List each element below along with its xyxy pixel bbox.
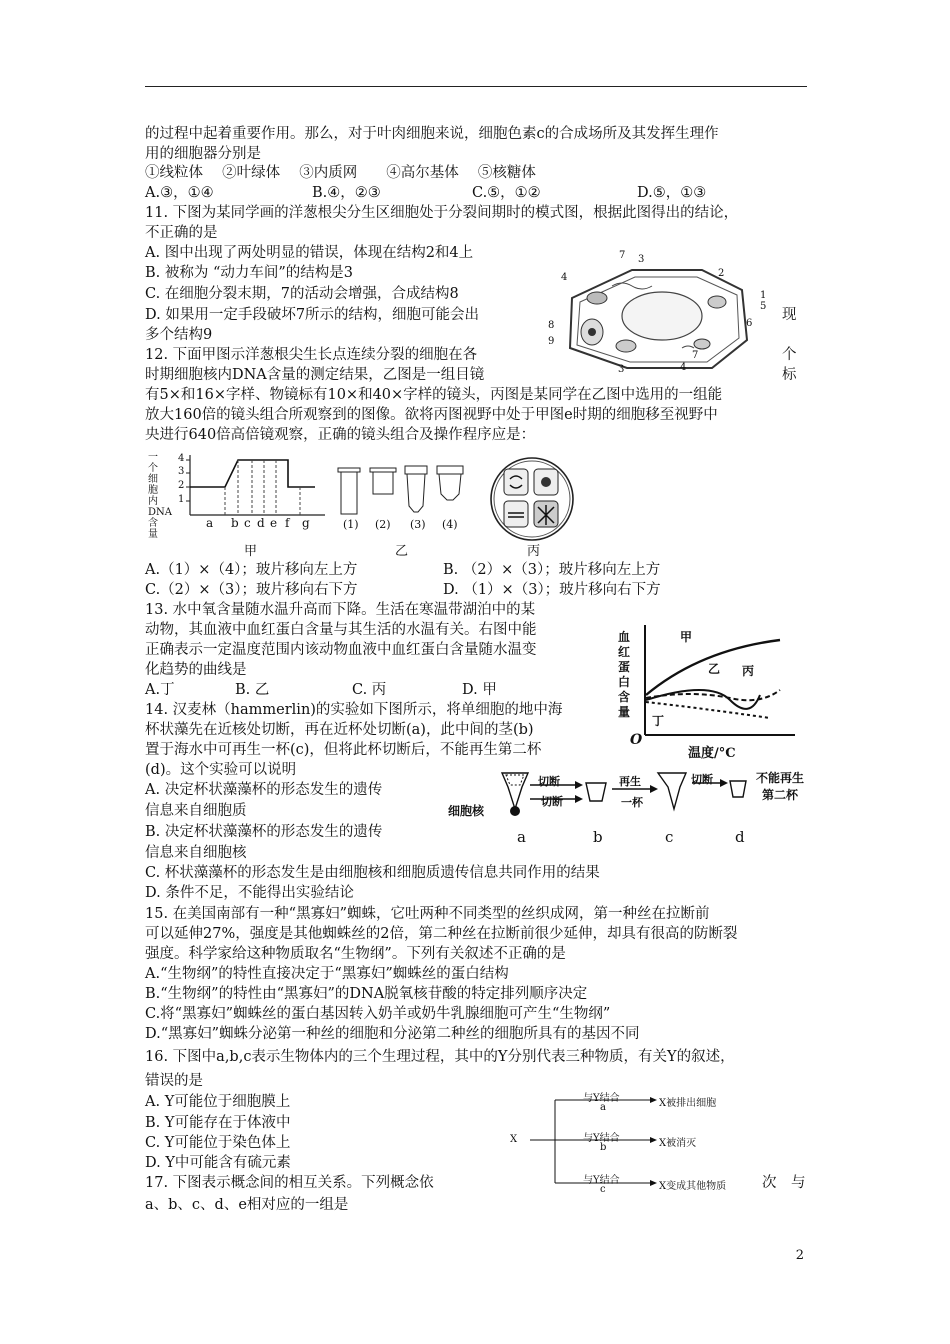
text-line: (d)。这个实验可以说明 — [145, 762, 297, 778]
text-line: 正确表示一定温度范围内该动物血液中血红蛋白含量随水温变 — [145, 642, 537, 658]
cut-label-2: 切断 — [541, 795, 563, 808]
path-a: a — [600, 1102, 606, 1113]
option: A.③，①④ — [145, 185, 214, 201]
option: A.（1）×（4）；玻片移向左上方 — [145, 562, 358, 578]
text-line: 信息来自细胞核 — [145, 845, 247, 861]
option: D.⑤，①③ — [637, 185, 707, 201]
question-stem: 11. 下图为某同学画的洋葱根尖分生区细胞处于分裂间期时的模式图，根据此图得出的结论， — [145, 205, 739, 221]
text-line: 置于海水中可再生一杯(c)，但将此杯切断后，不能再生第二杯 — [145, 742, 542, 758]
label-4b: 4 — [680, 362, 687, 373]
option: B.④，②③ — [312, 185, 381, 201]
xtick-e: e — [270, 516, 278, 530]
text-line: 放大160倍的镜头组合所观察到的图像。欲将丙图视野中处于甲图e时期的细胞移至视野中 — [145, 407, 718, 423]
text-line: 多个结构9 — [145, 327, 213, 343]
question-stem: 17. 下图表示概念间的相互关系。下列概念依 — [145, 1175, 434, 1191]
question-stem: 12. 下面甲图示洋葱根尖生长点连续分裂的细胞在各 — [145, 347, 478, 363]
outcome-3: X变成其他物质 — [659, 1181, 727, 1192]
option: C.（2）×（3）；玻片移向右下方 — [145, 582, 358, 598]
bind-label-c: 与Y结合 — [583, 1175, 620, 1186]
text-line: 杯状藻先在近核处切断，再在近杯处切断(a)，此中间的茎(b) — [145, 722, 534, 738]
option: D. Y中可能含有硫元素 — [145, 1155, 291, 1171]
option: D.“黑寡妇”蜘蛛分泌第一种丝的细胞和分泌第二种丝的细胞所具有的基因不同 — [145, 1026, 640, 1042]
figure-label-yi: 乙 — [395, 544, 409, 559]
figure-label-jia: 甲 — [244, 544, 258, 559]
option: A. 决定杯状藻藻杯的形态发生的遗传 — [145, 782, 383, 798]
option: C. 丙 — [352, 682, 387, 698]
option: B.“生物纲”的特性由“黑寡妇”的DNA脱氧核苷酸的特定排列顺序决定 — [145, 986, 588, 1002]
curve-ding: 丁 — [652, 714, 665, 728]
text-line: 动物，其血液中血红蛋白含量与其生活的水温有关。右图中能 — [145, 622, 537, 638]
figure-label-bing: 丙 — [527, 544, 541, 559]
stage-c: c — [665, 828, 674, 846]
label-2: 2 — [718, 268, 725, 279]
nucleus-label: 细胞核 — [448, 804, 485, 818]
hemoglobin-chart — [630, 620, 800, 750]
hemoglobin-y-label: 血红蛋白含量 — [618, 630, 631, 719]
xtick-b: b — [231, 516, 239, 530]
regen-label: 再生 — [619, 775, 641, 788]
outcome-2: X被消灭 — [659, 1138, 697, 1149]
text-fragment: 个 — [782, 347, 797, 363]
question-stem: 16. 下图中a,b,c表示生物体内的三个生理过程，其中的Y分别代表三种物质，有关Y的叙述， — [145, 1049, 735, 1065]
label-5: 5 — [760, 301, 767, 312]
text-line: a、b、c、d、e相对应的一组是 — [145, 1197, 349, 1213]
xtick-g: g — [302, 516, 310, 530]
bind-label-b: 与Y结合 — [583, 1133, 620, 1144]
option: D. 如果用一定手段破坏7所示的结构，细胞可能会出 — [145, 307, 480, 323]
label-7b: 7 — [692, 350, 699, 361]
stage-a: a — [517, 828, 526, 846]
cut-label-3: 切断 — [691, 773, 713, 786]
text-line: 化趋势的曲线是 — [145, 662, 247, 678]
one-cup-label: 一杯 — [621, 796, 643, 809]
text-fragment: 次 与 — [762, 1175, 806, 1191]
text-line: 信息来自细胞质 — [145, 803, 247, 819]
option: B. 被称为 “动力车间”的结构是3 — [145, 265, 354, 281]
second-cup-label: 第二杯 — [762, 788, 799, 802]
question-stem: 15. 在美国南部有一种“黑寡妇”蜘蛛，它吐两种不同类型的丝织成网，第一种丝在拉断前 — [145, 906, 710, 922]
option: A. Y可能位于细胞膜上 — [145, 1094, 291, 1110]
dna-y-axis-label: 一个细胞内DNA含量 — [148, 452, 172, 540]
text-line: 央进行640倍高倍镜观察，正确的镜头组合及操作程序应是： — [145, 427, 536, 443]
option: C. 杯状藻藻杯的形态发生是由细胞核和细胞质遗传信息共同作用的结果 — [145, 865, 600, 881]
option: C. 在细胞分裂末期，7的活动会增强，合成结构8 — [145, 286, 459, 302]
label-3b: 3 — [618, 364, 625, 375]
option: D. （1）×（3）；玻片移向右下方 — [443, 582, 661, 598]
option: B. 决定杯状藻藻杯的形态发生的遗传 — [145, 824, 383, 840]
label-1: 1 — [760, 290, 767, 301]
text-line: 不正确的是 — [145, 225, 218, 241]
ytick: 2 — [178, 480, 185, 491]
label-4: 4 — [561, 272, 568, 283]
lens-label: (3) — [410, 518, 426, 531]
x-label: X — [510, 1134, 518, 1145]
text-line: 时期细胞核内DNA含量的测定结果，乙图是一组目镜 — [145, 367, 485, 383]
option: A.“生物纲”的特性直接决定于“黑寡妇”蜘蛛丝的蛋白结构 — [145, 966, 509, 982]
option: B. （2）×（3）；玻片移向左上方 — [443, 562, 661, 578]
origin-label: O — [630, 732, 643, 748]
xtick-d: d — [257, 516, 265, 530]
ytick: 1 — [178, 494, 185, 505]
microscope-field — [488, 455, 576, 543]
label-9: 9 — [548, 336, 555, 347]
option: C. Y可能位于染色体上 — [145, 1135, 291, 1151]
stage-b: b — [593, 828, 603, 846]
option: A.丁 — [145, 682, 175, 698]
option: D. 条件不足，不能得出实验结论 — [145, 885, 354, 901]
text-line: 可以延伸27%，强度是其他蜘蛛丝的2倍，第二种丝在拉断前很少延伸，却具有很高的防断裂 — [145, 926, 738, 942]
option: D. 甲 — [462, 682, 497, 698]
text-line: 用的细胞器分别是 — [145, 146, 261, 162]
path-c: c — [600, 1184, 606, 1195]
option: B. 乙 — [235, 682, 270, 698]
label-6: 6 — [746, 318, 753, 329]
xtick-a: a — [206, 516, 214, 530]
option: A. 图中出现了两处明显的错误，体现在结构2和4上 — [145, 245, 474, 261]
curve-yi: 乙 — [708, 662, 721, 676]
lenses-figure — [335, 462, 470, 518]
label-3: 3 — [638, 254, 645, 265]
text-line: 的过程中起着重要作用。那么，对于叶肉细胞来说，细胞色素c的合成场所及其发挥生理作 — [145, 126, 719, 142]
text-line: 强度。科学家给这种物质取名“生物纲”。下列有关叙述不正确的是 — [145, 946, 566, 962]
text-line: ①线粒体 ②叶绿体 ③内质网 ④高尔基体 ⑤核糖体 — [145, 165, 536, 181]
page-number: 2 — [795, 1248, 804, 1263]
question-stem: 13. 水中氧含量随水温升高而下降。生活在寒温带湖泊中的某 — [145, 602, 536, 618]
xtick-c: c — [244, 516, 251, 530]
text-line: 错误的是 — [145, 1073, 203, 1089]
header-rule — [145, 86, 807, 87]
question-stem: 14. 汉麦林（hammerlin)的实验如下图所示，将单细胞的地中海 — [145, 702, 563, 718]
option: C.将“黑寡妇”蜘蛛丝的蛋白基因转入奶羊或奶牛乳腺细胞可产生“生物纲” — [145, 1006, 611, 1022]
ytick: 3 — [178, 466, 185, 477]
text-fragment: 标 — [782, 367, 797, 383]
option: C.⑤，①② — [472, 185, 541, 201]
xtick-f: f — [285, 516, 290, 530]
stage-d: d — [735, 828, 745, 846]
cut-label-1: 切断 — [538, 775, 560, 788]
label-7: 7 — [619, 250, 626, 261]
temperature-x-label: 温度/°C — [688, 746, 736, 761]
lens-label: (4) — [442, 518, 458, 531]
outcome-1: X被排出细胞 — [659, 1098, 717, 1109]
ytick: 4 — [178, 453, 185, 464]
text-line: 有5×和16×字样、物镜标有10×和40×字样的镜头，丙图是某同学在乙图中选用的一组能 — [145, 387, 723, 403]
curve-jia: 甲 — [680, 630, 693, 644]
lens-label: (1) — [343, 518, 359, 531]
lens-label: (2) — [375, 518, 391, 531]
path-b: b — [600, 1142, 607, 1153]
text-fragment: 现 — [782, 307, 797, 323]
curve-bing: 丙 — [742, 664, 755, 678]
option: B. Y可能存在于体液中 — [145, 1115, 291, 1131]
label-8: 8 — [548, 320, 555, 331]
bind-label-a: 与Y结合 — [583, 1093, 620, 1104]
plant-cell-figure — [542, 250, 772, 380]
cannot-regen-label: 不能再生 — [756, 771, 805, 785]
